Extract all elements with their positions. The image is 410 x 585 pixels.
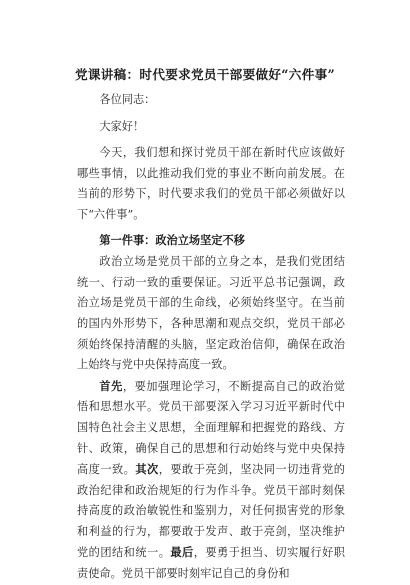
step-text: ，要勇于担当、切实履行好职责使命。党员干部要时刻牢记自己的身份和 [77, 546, 345, 581]
step-lead: 最后 [170, 545, 194, 560]
document-title: 党课讲稿：时代要求党员干部要做好“六件事” [74, 67, 336, 82]
salutation: 各位同志： [99, 93, 156, 106]
document-body [77, 88, 345, 585]
section-paragraph-steps [77, 376, 345, 585]
step-lead: 首先 [99, 378, 123, 393]
step-text: ，要敢于亮剑，坚决同一切违背党的政治纪律和政治规矩的行为作斗争。党员干部时刻保持高度的政治敏锐性和鉴别力，对任何损害党的形象和利益的行为，都要敢于发声、敢于亮剑，坚决维护党的团结和统一。 [77, 463, 345, 560]
step-text: ，要加强理论学习，不断提高自己的政治觉悟和思想水平。党员干部要深入学习习近平新时代中国特色社会主义思想，全面理解和把握党的路线、方针、政策，确保自己的思想和行动始终与党中央保持高度一致。 [77, 379, 345, 477]
step-lead: 其次 [135, 462, 159, 477]
greeting: 大家好！ [99, 119, 145, 133]
intro-paragraph: 今天，我们想和探讨党员干部在新时代应该做好哪些事情，以此推动我们党的事业不断向前发展。在当前的形势下，时代要求我们的党员干部必须做好以下“六件事”。 [77, 146, 345, 221]
section-heading: 第一件事：政治立场坚定不移 [99, 232, 245, 247]
section-paragraph: 政治立场是党员干部的立身之本，是我们党团结统一、行动一致的重要保证。习近平总书记强调，政治立场是党员干部的生命线，必须始终坚守。在当前的国内外形势下，各种思潮和观点交织，党员干部必须始终保持清醒的头脑，坚定政治信仰，确保在政治上始终与党中央保持高度一致。 [77, 255, 345, 372]
